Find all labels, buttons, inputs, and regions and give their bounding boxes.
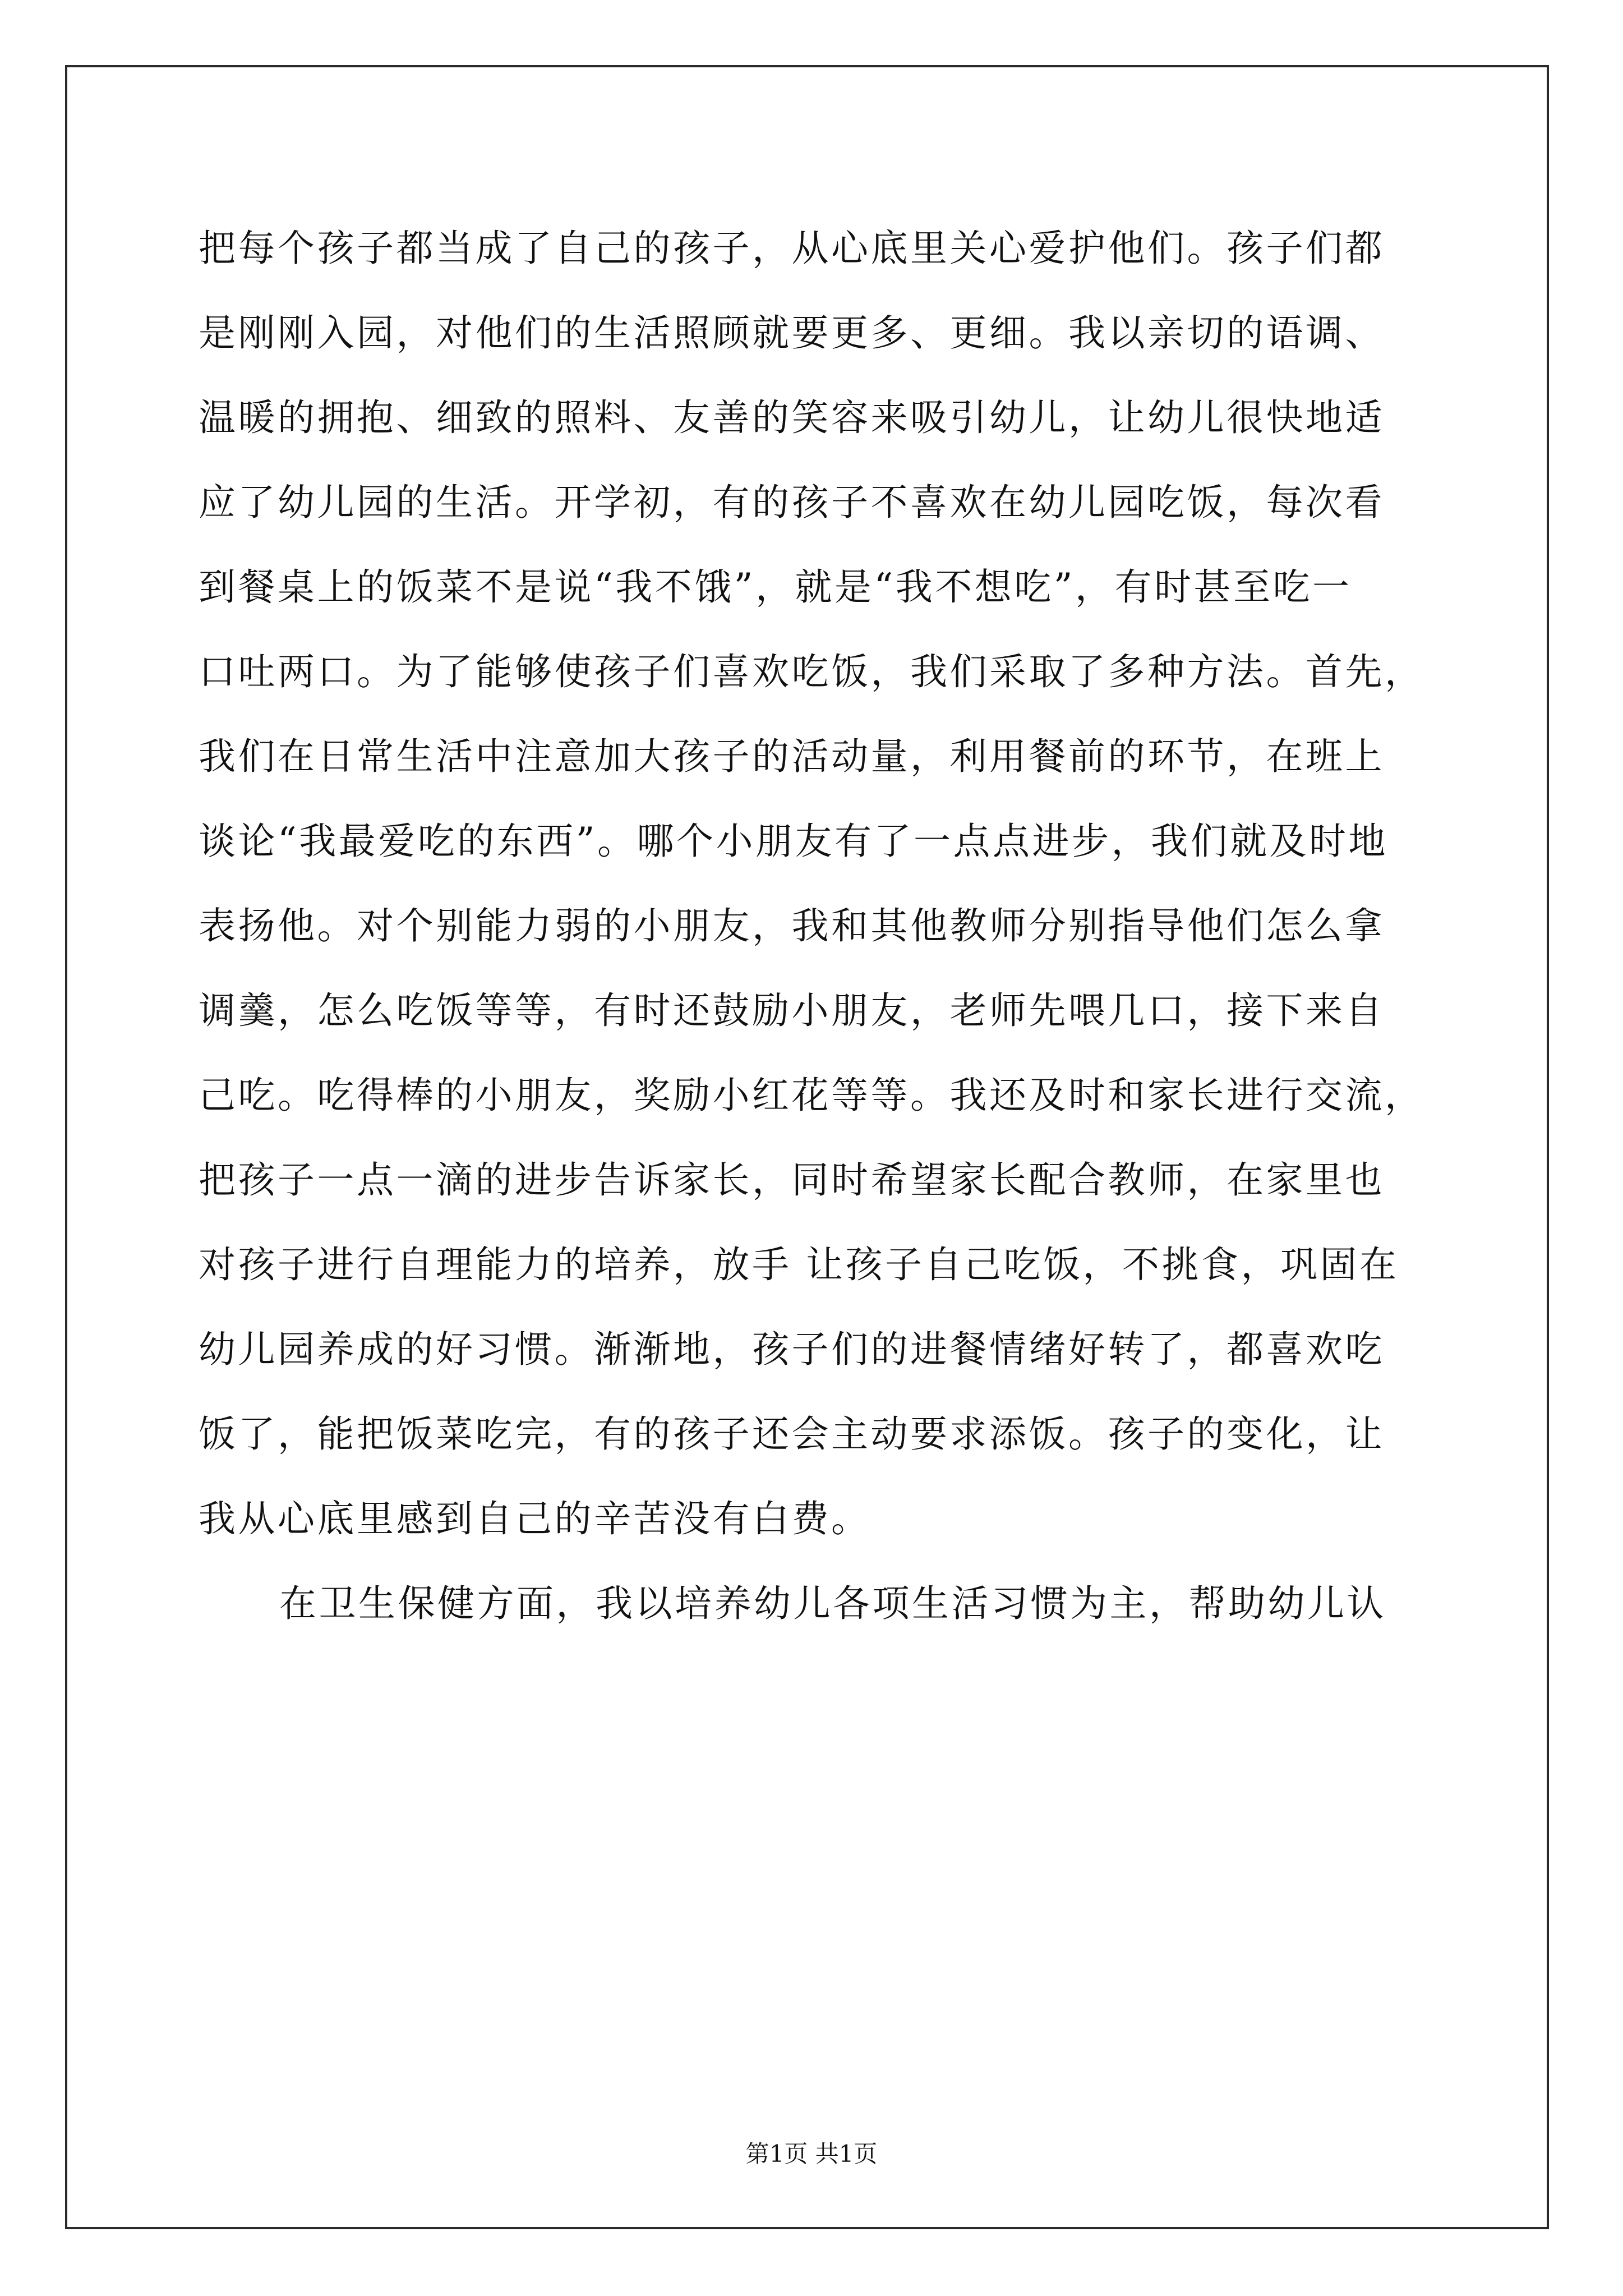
text-line: 口吐两口。为了能够使孩子们喜欢吃饭，我们采取了多种方法。首先， [199, 650, 1424, 693]
text-line: 饭了，能把饭菜吃完，有的孩子还会主动要求添饭。孩子的变化，让 [199, 1412, 1385, 1456]
text-line: 幼儿园养成的好习惯。渐渐地，孩子们的进餐情绪好转了，都喜欢吃 [199, 1328, 1385, 1371]
text-line: 温暖的拥抱、细致的照料、友善的笑容来吸引幼儿，让幼儿很快地适 [199, 396, 1385, 439]
text-line: 己吃。吃得棒的小朋友，奖励小红花等等。我还及时和家长进行交流， [199, 1074, 1424, 1117]
text-line: 把每个孩子都当成了自己的孩子，从心底里关心爱护他们。孩子们都 [199, 227, 1385, 270]
text-line: 调羹，怎么吃饭等等，有时还鼓励小朋友，老师先喂几口，接下来自 [199, 989, 1385, 1032]
text-line: 对孩子进行自理能力的培养，放手 让孩子自己吃饭，不挑食，巩固在 [199, 1243, 1399, 1286]
text-line: 我们在日常生活中注意加大孩子的活动量，利用餐前的环节，在班上 [199, 735, 1385, 778]
text-line-indented: 在卫生保健方面，我以培养幼儿各项生活习惯为主，帮助幼儿认 [279, 1582, 1386, 1625]
text-line: 应了幼儿园的生活。开学初，有的孩子不喜欢在幼儿园吃饭，每次看 [199, 481, 1385, 524]
text-line: 是刚刚入园，对他们的生活照顾就要更多、更细。我以亲切的语调、 [199, 311, 1385, 355]
text-line: 把孩子一点一滴的进步告诉家长，同时希望家长配合教师，在家里也 [199, 1158, 1385, 1202]
text-line: 谈论“我最爱吃的东西”。哪个小朋友有了一点点进步，我们就及时地 [199, 820, 1388, 863]
page-footer: 第1页 共1页 [745, 2140, 878, 2168]
text-line: 表扬他。对个别能力弱的小朋友，我和其他教师分别指导他们怎么拿 [199, 904, 1385, 947]
text-line: 我从心底里感到自己的辛苦没有白费。 [199, 1497, 871, 1540]
text-line: 到餐桌上的饭菜不是说“我不饿”，就是“我不想吃”，有时甚至吃一 [199, 565, 1352, 609]
